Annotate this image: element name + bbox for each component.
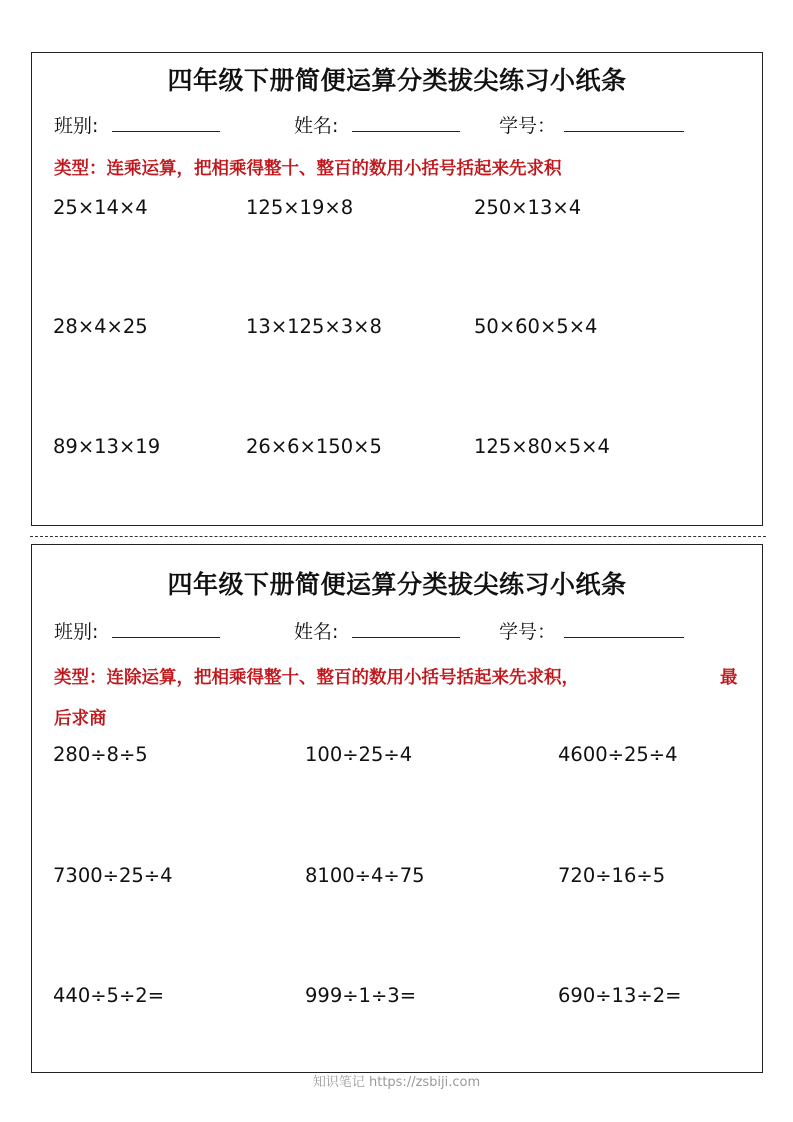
problem-item: 125×19×8 (246, 196, 354, 219)
problem-item: 89×13×19 (53, 435, 161, 458)
sheet-title: 四年级下册简便运算分类拔尖练习小纸条 (167, 570, 627, 599)
problem-item: 13×125×3×8 (246, 315, 382, 338)
problem-item: 28×4×25 (53, 315, 148, 338)
class-blank[interactable] (112, 111, 220, 132)
problem-item: 440÷5÷2= (53, 984, 165, 1007)
class-blank[interactable] (112, 617, 220, 638)
id-label: 学号： (499, 621, 557, 643)
id-label: 学号： (499, 115, 557, 137)
problem-item: 7300÷25÷4 (53, 864, 173, 887)
type-instruction-tail: 最 (720, 668, 738, 688)
problem-item: 25×14×4 (53, 196, 148, 219)
id-blank[interactable] (564, 617, 684, 638)
class-label: 班别: (54, 115, 99, 137)
type-instruction: 类型：连除运算，把相乘得整十、整百的数用小括号括起来先求积， (54, 668, 579, 688)
type-instruction: 类型：连乘运算，把相乘得整十、整百的数用小括号括起来先求积 (54, 159, 562, 179)
class-field (54, 617, 220, 644)
problem-item: 250×13×4 (474, 196, 582, 219)
worksheet-card-1 (31, 52, 763, 526)
name-blank[interactable] (352, 617, 460, 638)
id-field (499, 111, 684, 138)
name-field (294, 617, 460, 644)
problem-item: 280÷8÷5 (53, 743, 148, 766)
class-label: 班别: (54, 621, 99, 643)
worksheet-card-2 (31, 544, 763, 1073)
problem-item: 720÷16÷5 (558, 864, 666, 887)
id-blank[interactable] (564, 111, 684, 132)
problem-item: 50×60×5×4 (474, 315, 598, 338)
problem-item: 4600÷25÷4 (558, 743, 678, 766)
footer-watermark: 知识笔记 https://zsbiji.com (312, 1075, 481, 1090)
problem-item: 8100÷4÷75 (305, 864, 425, 887)
class-field (54, 111, 220, 138)
name-label: 姓名: (294, 621, 339, 643)
name-label: 姓名: (294, 115, 339, 137)
name-field (294, 111, 460, 138)
id-field (499, 617, 684, 644)
problem-item: 125×80×5×4 (474, 435, 610, 458)
sheet-title: 四年级下册简便运算分类拔尖练习小纸条 (167, 66, 627, 95)
type-instruction-cont: 后求商 (54, 709, 107, 729)
problem-item: 690÷13÷2= (558, 984, 682, 1007)
problem-item: 26×6×150×5 (246, 435, 382, 458)
problem-item: 999÷1÷3= (305, 984, 417, 1007)
name-blank[interactable] (352, 111, 460, 132)
cut-line-divider (30, 536, 766, 537)
problem-item: 100÷25÷4 (305, 743, 413, 766)
